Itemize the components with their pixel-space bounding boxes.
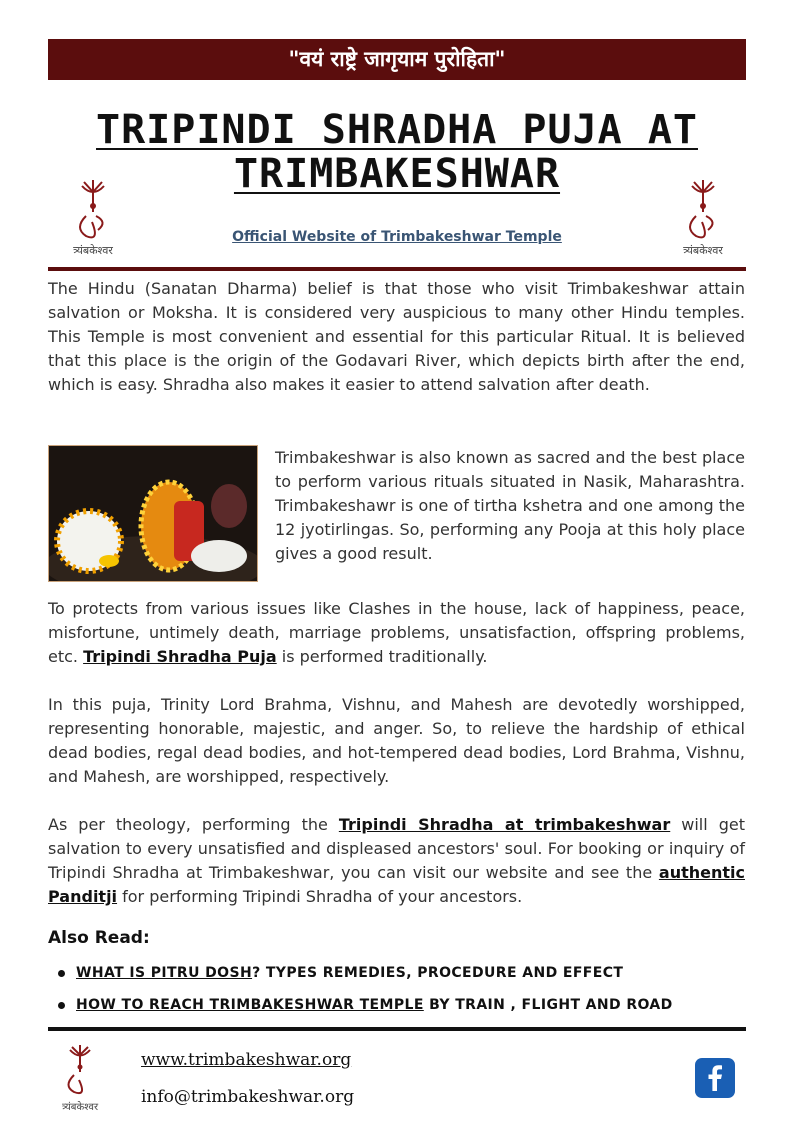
- website-link[interactable]: www.trimbakeshwar.org: [141, 1050, 352, 1070]
- p5-text-before: As per theology, performing the: [48, 815, 339, 834]
- pitru-dosh-link[interactable]: WHAT IS PITRU DOSH: [76, 965, 253, 981]
- p3-text-after: is performed traditionally.: [276, 647, 488, 666]
- trinity-paragraph: In this puja, Trinity Lord Brahma, Vishnu, and Mahesh are devotedly worshipped, representing honorable, majestic, and anger. So, to relieve the hardship of ethical dead bodies, regal dead bodies, and hot-tempered dead bodies, Lord Brahma, Vishnu, and Mahesh, are worshipped, respectively.: [48, 695, 745, 786]
- logo-text: त्र्यंबकेश्वर: [683, 244, 723, 257]
- page-title: [48, 108, 746, 196]
- footer-divider: [48, 1027, 746, 1031]
- motto-banner: [48, 39, 746, 80]
- tripindi-at-trimbakeshwar-link[interactable]: Tripindi Shradha at trimbakeshwar: [338, 815, 671, 834]
- how-to-reach-link[interactable]: HOW TO REACH TRIMBAKESHWAR TEMPLE: [76, 997, 424, 1013]
- bullet-icon: [58, 1002, 65, 1009]
- tripindi-shradha-puja-link[interactable]: Tripindi Shradha Puja: [83, 647, 277, 666]
- trimbakeshwar-logo-footer: [50, 1042, 110, 1118]
- logo-text: त्र्यंबकेश्वर: [61, 1102, 99, 1113]
- theology-paragraph: [48, 813, 745, 909]
- logo-text: त्र्यंबकेश्वर: [73, 244, 113, 257]
- facebook-icon[interactable]: [695, 1058, 735, 1098]
- protection-paragraph: [48, 597, 745, 669]
- motto-text: "वयं राष्ट्रे जागृयाम पुरोहिता": [288, 47, 506, 71]
- also-read-heading: Also Read:: [48, 928, 150, 948]
- title-line-1: TRIPINDI SHRADHA PUJA AT: [96, 107, 698, 153]
- list-item-rest: BY TRAIN , FLIGHT AND ROAD: [423, 997, 673, 1013]
- list-item: [48, 962, 746, 994]
- authentic-panditji-link[interactable]: authentic Panditji: [48, 863, 745, 906]
- p5-text-mid: will get salvation to every unsatisfied and displeased ancestors' soul. For booking or inquiry of Tripindi Shradha at Trimbakeshwar, you can visit our website and see the: [48, 815, 745, 882]
- list-item-rest: ? TYPES REMEDIES, PROCEDURE AND EFFECT: [252, 965, 624, 981]
- intro-paragraph: The Hindu (Sanatan Dharma) belief is that those who visit Trimbakeshwar attain salvation or Moksha. It is considered very auspicious to many other Hindu temples. This Temple is most convenient and essential for this particular Ritual. It is believed that this place is the origin of the Godavari River, which depicts birth after the end, which is easy. Shradha also makes it easier to attend salvation after death.: [48, 279, 745, 394]
- list-item: [48, 994, 746, 1026]
- title-line-2: TRIMBAKESHWAR: [233, 151, 561, 197]
- p5-text-after: for performing Tripindi Shradha of your ancestors.: [117, 887, 523, 906]
- official-website-link[interactable]: Official Website of Trimbakeshwar Temple: [232, 229, 562, 245]
- bullet-icon: [58, 970, 65, 977]
- email-link[interactable]: info@trimbakeshwar.org: [141, 1087, 355, 1107]
- sacred-place-paragraph: Trimbakeshwar is also known as sacred and the best place to perform various rituals situated in Nasik, Maharashtra. Trimbakeshawr is one of tirtha kshetra and one among the 12 jyotirlingas. So, performing any Pooja at this holy place gives a good result.: [275, 448, 745, 563]
- p3-text-before: To protects from various issues like Clashes in the house, lack of happiness, peace, misfortune, untimely death, marriage problems, unsatisfaction, offspring problems, etc.: [48, 599, 745, 666]
- also-read-list: [48, 962, 746, 1026]
- header-divider: [48, 267, 746, 271]
- puja-photo: [48, 445, 258, 582]
